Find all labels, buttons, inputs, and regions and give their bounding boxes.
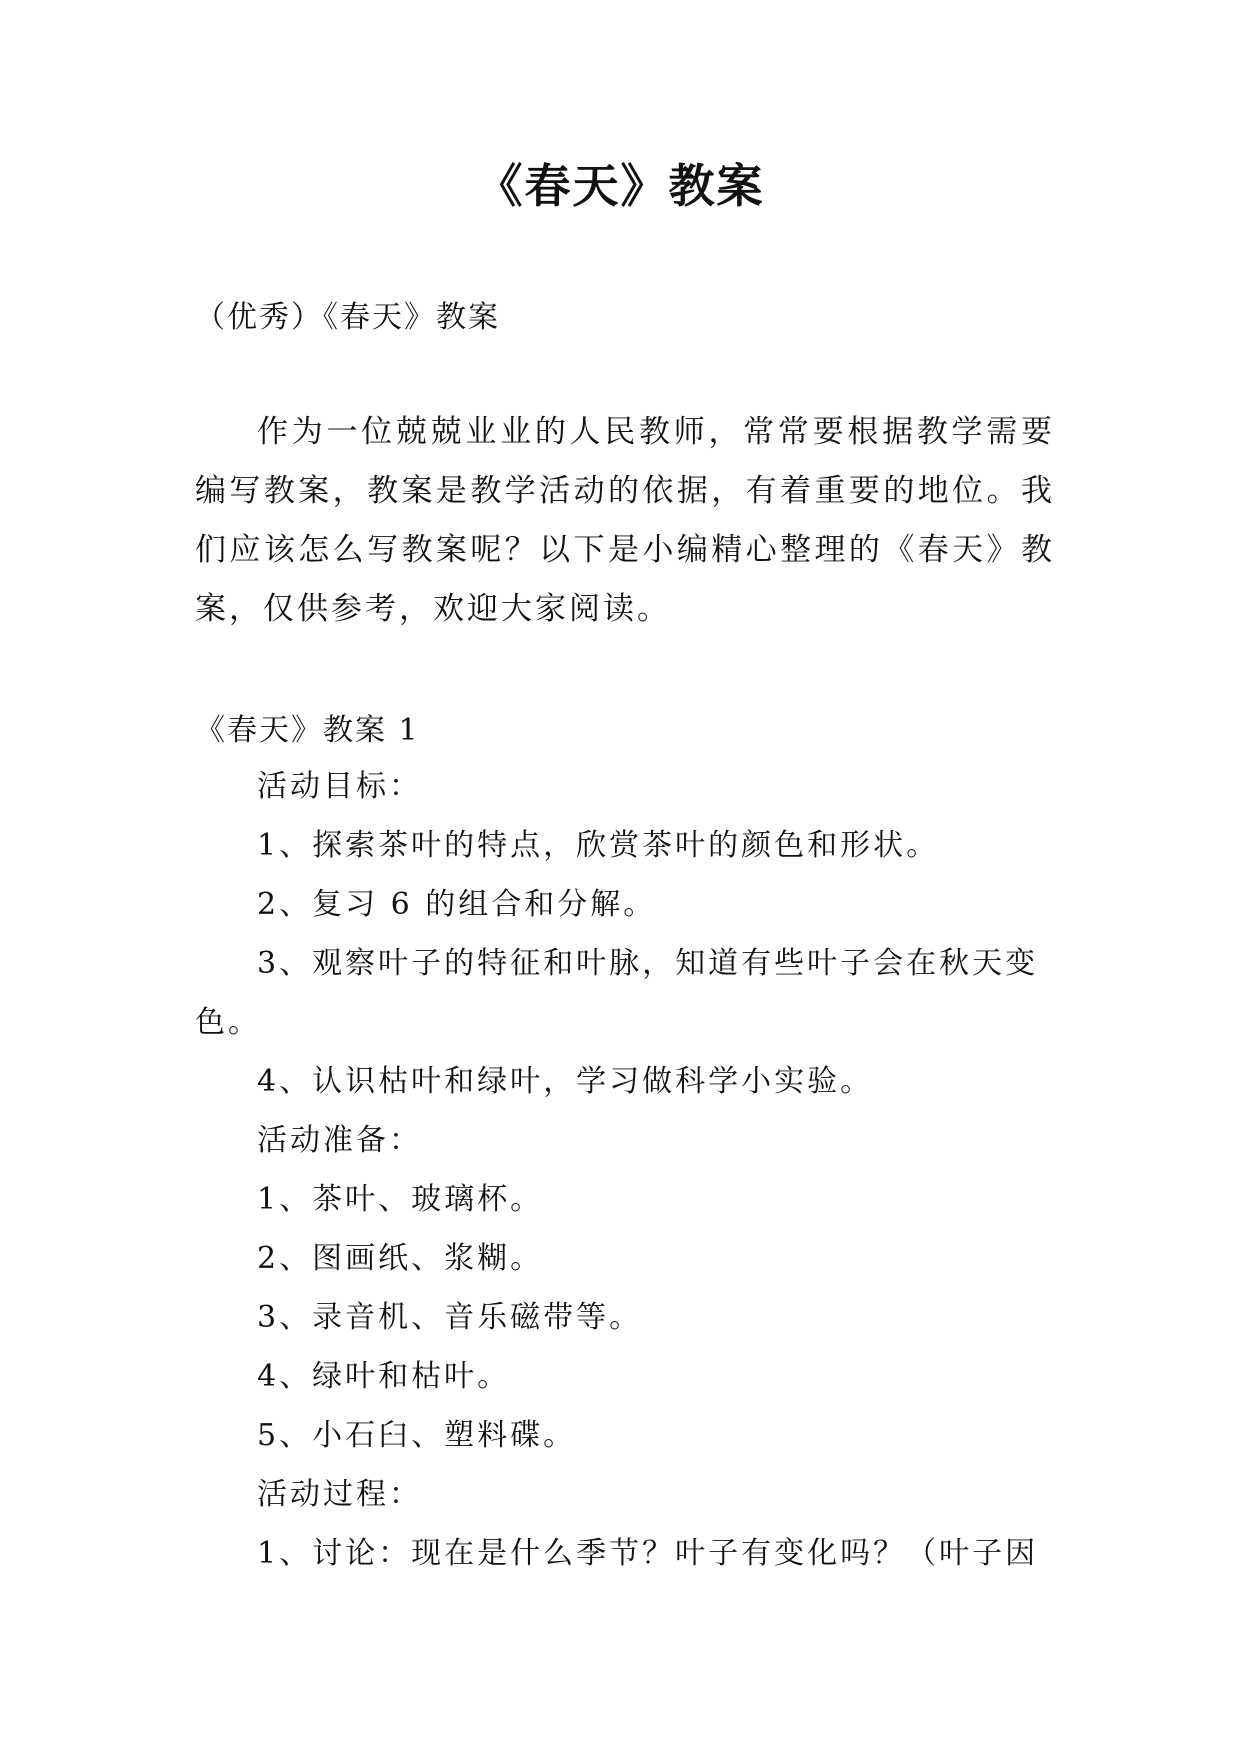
document-subtitle: （优秀）《春天》教案 bbox=[195, 300, 500, 335]
body-line-prep-2: 2、图画纸、浆糊。 bbox=[257, 1241, 544, 1276]
body-line-prep-heading: 活动准备： bbox=[257, 1123, 422, 1158]
body-line-goal-1: 1、探索茶叶的特点，欣赏茶叶的颜色和形状。 bbox=[257, 828, 940, 863]
body-line-prep-1: 1、茶叶、玻璃杯。 bbox=[257, 1182, 544, 1217]
intro-paragraph: 作为一位兢兢业业的人民教师，常常要根据教学需要编写教案，教案是教学活动的依据，有着重要的地位。我们应该怎么写教案呢？以下是小编精心整理的《春天》教案，仅供参考，欢迎大家阅读。 bbox=[195, 414, 1055, 627]
body-line-goal-3: 3、观察叶子的特征和叶脉，知道有些叶子会在秋天变色。 bbox=[195, 946, 1039, 1040]
body-line-process-1: 1、讨论：现在是什么季节？叶子有变化吗？（叶子因 bbox=[257, 1536, 1039, 1571]
body-line-prep-5: 5、小石臼、塑料碟。 bbox=[257, 1418, 577, 1453]
body-line-prep-3: 3、录音机、音乐磁带等。 bbox=[257, 1300, 643, 1335]
body-line-goal-2: 2、复习 6 的组合和分解。 bbox=[257, 887, 657, 922]
body-line-goals-heading: 活动目标： bbox=[257, 769, 422, 804]
body-line-prep-4: 4、绿叶和枯叶。 bbox=[257, 1359, 511, 1394]
body-line-process-heading: 活动过程： bbox=[257, 1477, 422, 1512]
section-heading: 《春天》教案 1 bbox=[195, 713, 420, 748]
body-line-goal-4: 4、认识枯叶和绿叶，学习做科学小实验。 bbox=[257, 1064, 874, 1099]
body-lines bbox=[195, 757, 1055, 1583]
document-title: 《春天》教案 bbox=[476, 159, 765, 213]
